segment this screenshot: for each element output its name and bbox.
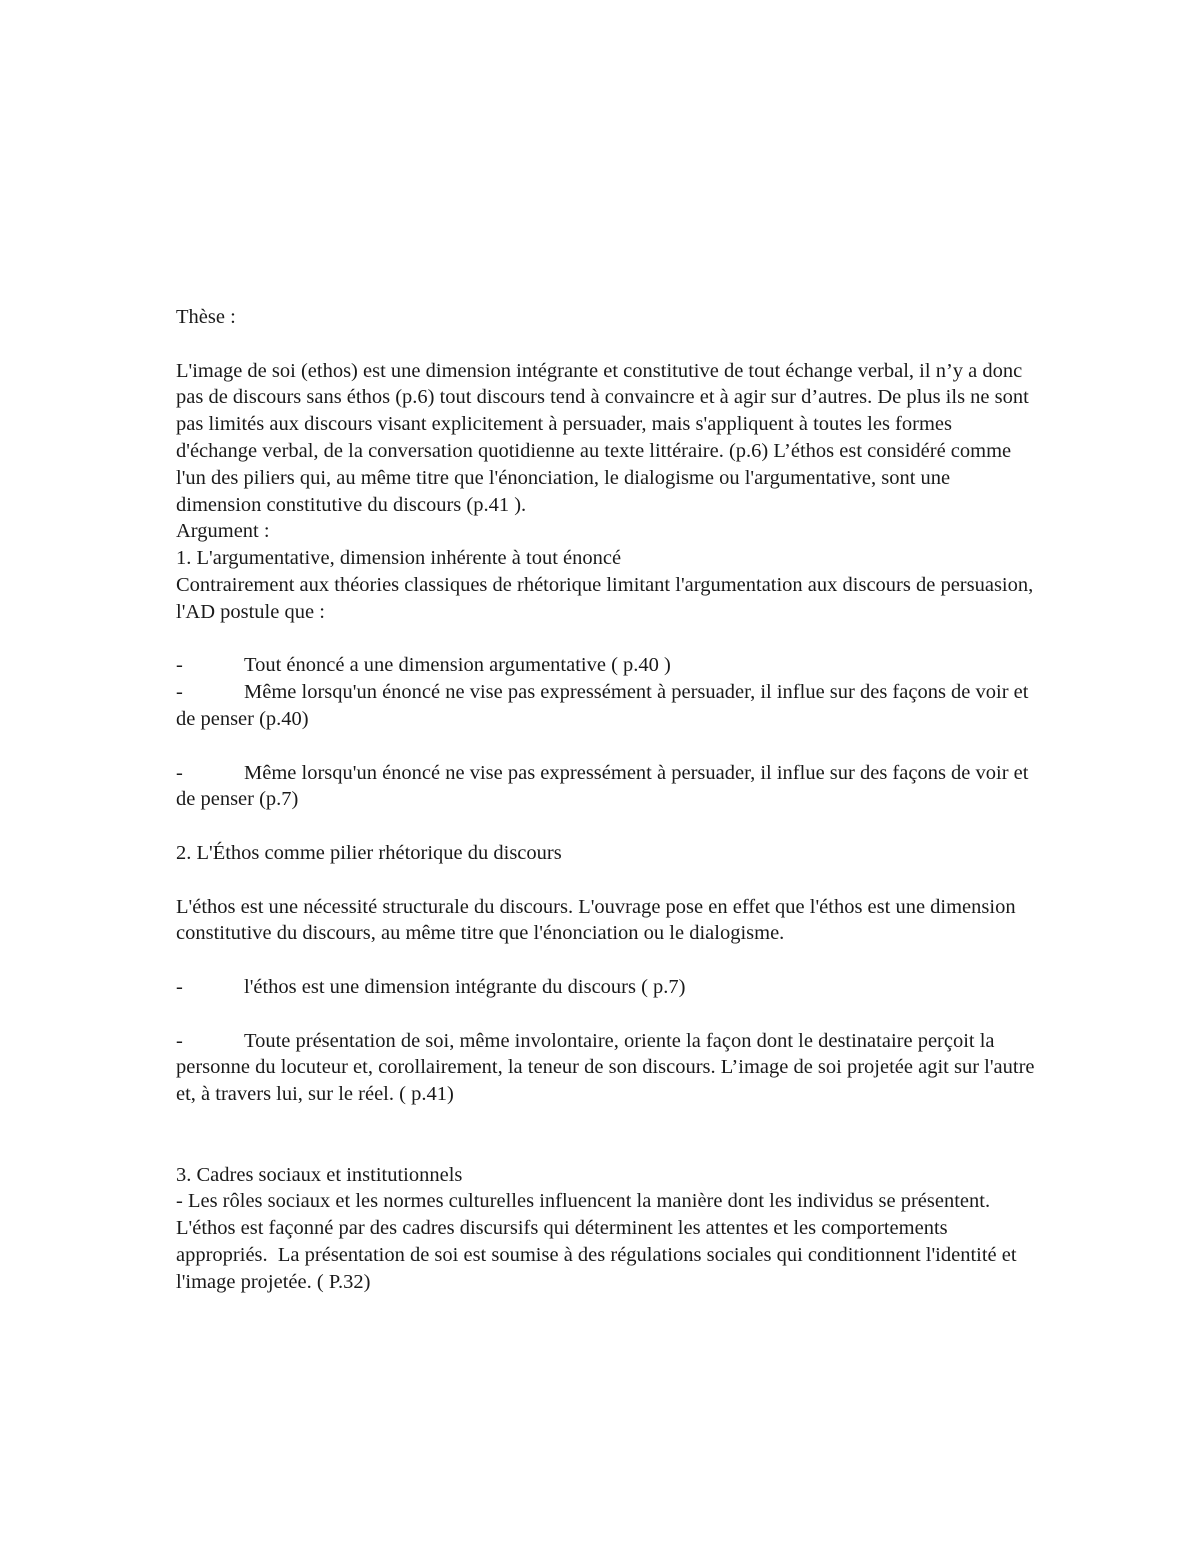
document-body [176, 304, 1040, 1295]
bullet-dash: - [176, 1029, 183, 1052]
section1-bullet [176, 652, 1036, 679]
section3-paragraph: - Les rôles sociaux et les normes culturelles influencent la manière dont les individus se présentent. L'éthos est façonné par des cadres discursifs qui déterminent les attentes et les comportements appropriés. La présentation de soi est soumise à des régulations sociales qui conditionnent l'identité et l'image projetée. ( P.32) [176, 1190, 1022, 1293]
blank-line [176, 1108, 1036, 1135]
section2-title: 2. L'Éthos comme pilier rhétorique du discours [176, 841, 562, 864]
bullet-dash: - [176, 975, 183, 998]
section2-bullet [176, 974, 1036, 1001]
section1-bullet [176, 679, 1036, 733]
bullet-dash: - [176, 761, 183, 784]
section1-intro: Contrairement aux théories classiques de rhétorique limitant l'argumentation aux discours de persuasion, l'AD postule que : [176, 573, 1039, 623]
these-heading: Thèse : [176, 306, 236, 328]
section1-bullet [176, 760, 1036, 814]
blank-line [176, 1001, 1036, 1028]
blank-line [176, 331, 1036, 358]
bullet-text: Même lorsqu'un énoncé ne vise pas expressément à persuader, il influe sur des façons de voir et de penser (p.40) [176, 681, 1034, 730]
these-paragraph: L'image de soi (ethos) est une dimension intégrante et constitutive de tout échange verbal, il n’y a donc pas de discours sans éthos (p.6) tout discours tend à convaincre et à agir sur d’autres. De plus ils ne sont pas limités aux discours visant explicitement à persuader, mais s'appliquent à toutes les formes d'échange verbal, de la conversation quotidienne au texte littéraire. (p.6) L’éthos est considéré comme l'un des piliers qui, au même titre que l'énonciation, le dialogisme ou l'argumentative, sont une dimension constitutive du discours (p.41 ). [176, 359, 1034, 516]
section3-title: 3. Cadres sociaux et institutionnels [176, 1163, 463, 1186]
blank-line [176, 867, 1036, 894]
bullet-text: l'éthos est une dimension intégrante du discours ( p.7) [244, 975, 686, 998]
blank-line [176, 1135, 1036, 1162]
blank-line [176, 626, 1036, 653]
blank-line [176, 733, 1036, 760]
section2-intro: L'éthos est une nécessité structurale du discours. L'ouvrage pose en effet que l'éthos est une dimension constitutive du discours, au même titre que l'énonciation ou le dialogisme. [176, 895, 1021, 945]
bullet-dash: - [176, 654, 183, 677]
bullet-text: Toute présentation de soi, même involontaire, oriente la façon dont le destinataire perçoit la personne du locuteur et, corollairement, la teneur de son discours. L’image de soi projetée agit sur l'autre et, à travers lui, sur le réel. ( p.41) [176, 1029, 1040, 1106]
blank-line [176, 813, 1036, 840]
bullet-text: Tout énoncé a une dimension argumentative ( p.40 ) [244, 654, 671, 677]
section1-title: 1. L'argumentative, dimension inhérente à tout énoncé [176, 547, 622, 570]
argument-heading: Argument : [176, 520, 270, 543]
section2-bullet [176, 1028, 1040, 1108]
bullet-text: Même lorsqu'un énoncé ne vise pas expressément à persuader, il influe sur des façons de voir et de penser (p.7) [176, 761, 1034, 811]
bullet-dash: - [176, 681, 183, 704]
blank-line [176, 947, 1036, 974]
